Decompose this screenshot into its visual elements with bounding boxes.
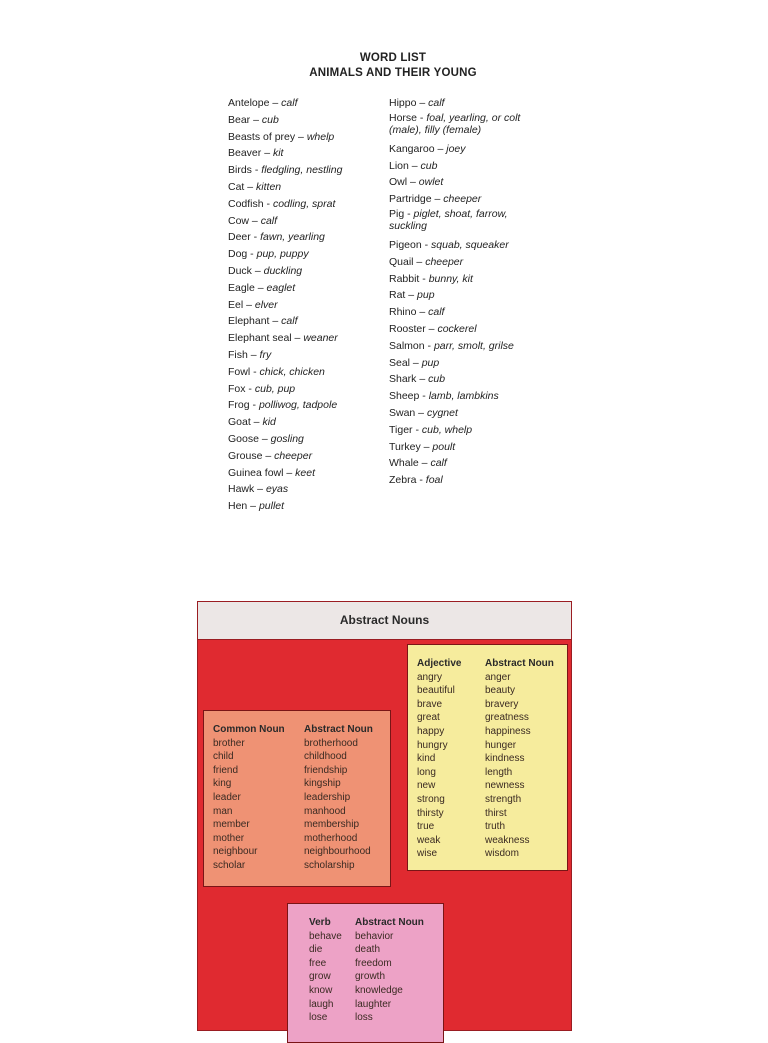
- table-cell: growth: [355, 971, 386, 983]
- word-list-entry: [228, 112, 378, 129]
- separator: –: [291, 332, 304, 345]
- word-list-entry: [389, 237, 529, 254]
- young-name: cub: [420, 159, 438, 172]
- word-list-entry: [389, 141, 529, 158]
- young-name: weaner: [303, 332, 338, 345]
- animal-name: Turkey: [389, 440, 421, 453]
- animal-name: Dog: [228, 248, 248, 261]
- table-cell: thirst: [485, 807, 507, 819]
- young-name: piglet, shoat, farrow, suckling: [389, 207, 508, 233]
- table-cell: friendship: [304, 764, 348, 776]
- young-name: fry: [259, 348, 272, 361]
- separator: –: [251, 264, 264, 277]
- common-noun-list: [213, 737, 285, 873]
- young-name: gosling: [270, 432, 304, 445]
- young-name: chick, chicken: [259, 365, 325, 378]
- adjective-column: [417, 657, 461, 861]
- separator: -: [416, 474, 426, 487]
- separator: –: [416, 97, 429, 109]
- separator: –: [425, 322, 438, 335]
- table-cell: hungry: [417, 739, 448, 751]
- animal-name: Partridge: [389, 193, 432, 206]
- table-cell: member: [213, 819, 250, 831]
- animal-name: Zebra: [389, 474, 417, 487]
- young-name: codling, sprat: [272, 197, 336, 210]
- table-cell: weakness: [485, 834, 530, 846]
- adjective-box: [407, 644, 568, 871]
- separator: -: [404, 207, 414, 220]
- table-cell: brother: [213, 737, 245, 749]
- word-list-entry: [389, 254, 529, 271]
- animal-name: Rhino: [389, 306, 417, 319]
- table-cell: behave: [309, 930, 342, 942]
- word-list-entry: [228, 246, 378, 263]
- table-cell: laugh: [309, 998, 334, 1010]
- young-name: calf: [428, 306, 445, 319]
- table-cell: leader: [213, 791, 241, 803]
- table-cell: brotherhood: [304, 737, 358, 749]
- animal-name: Rooster: [389, 322, 426, 335]
- table-cell: new: [417, 780, 436, 792]
- word-list-entry: [389, 371, 529, 388]
- animal-name: Eagle: [228, 281, 255, 294]
- adjective-list: [417, 671, 461, 861]
- word-list-entry: [228, 213, 378, 230]
- abstract-noun-list: [485, 671, 554, 861]
- young-name: calf: [430, 457, 447, 470]
- table-cell: child: [213, 751, 234, 763]
- separator: –: [283, 466, 296, 479]
- verb-abstract-column: [355, 916, 424, 1025]
- table-cell: truth: [485, 821, 506, 833]
- young-name: fledgling, nestling: [261, 164, 343, 177]
- separator: –: [413, 255, 426, 268]
- table-cell: wisdom: [485, 848, 519, 860]
- table-cell: great: [417, 712, 440, 724]
- separator: -: [245, 382, 255, 395]
- word-list-entry: [389, 191, 529, 208]
- separator: –: [250, 113, 262, 126]
- word-list-title: WORD LIST: [359, 52, 427, 64]
- word-list-entry: [228, 498, 378, 515]
- table-cell: loss: [355, 1012, 373, 1024]
- young-name: eaglet: [266, 281, 296, 294]
- separator: –: [295, 130, 307, 143]
- animal-name: Birds: [228, 164, 252, 177]
- separator: –: [247, 348, 260, 361]
- word-list-entry: [389, 422, 529, 439]
- animal-name: Pigeon: [389, 238, 422, 251]
- verb-box: [287, 903, 444, 1043]
- table-cell: strength: [485, 793, 522, 805]
- separator: -: [424, 339, 434, 352]
- table-cell: leadership: [304, 791, 351, 803]
- young-name: parr, smolt, grilse: [433, 339, 514, 352]
- animal-name: Quail: [389, 255, 414, 268]
- table-cell: beauty: [485, 685, 516, 697]
- word-list-entry: [389, 388, 529, 405]
- abstract-noun-list: [304, 737, 373, 873]
- word-list-entry: [228, 196, 378, 213]
- table-cell: true: [417, 821, 435, 833]
- young-name: whelp: [306, 130, 335, 143]
- word-list-entry: [389, 208, 529, 233]
- young-name: calf: [428, 97, 445, 109]
- animal-name: Goat: [228, 416, 251, 429]
- table-cell: neighbourhood: [304, 846, 371, 858]
- young-name: poult: [432, 440, 456, 453]
- young-name: polliwog, tadpole: [258, 399, 338, 412]
- separator: –: [434, 142, 447, 155]
- word-list-entry: [228, 263, 378, 280]
- young-name: cockerel: [437, 322, 477, 335]
- word-list-entry: [389, 112, 529, 137]
- table-cell: weak: [417, 834, 441, 846]
- separator: –: [431, 193, 444, 206]
- adjective-abstract-column: [485, 657, 554, 861]
- table-cell: newness: [485, 780, 525, 792]
- animal-name: Guinea fowl: [228, 466, 284, 479]
- young-name: cheeper: [425, 255, 464, 268]
- common-noun-column: [213, 723, 285, 873]
- separator: -: [247, 248, 257, 261]
- table-cell: long: [417, 766, 436, 778]
- separator: –: [244, 180, 257, 193]
- animal-name: Beaver: [228, 147, 262, 160]
- verb-column: [309, 916, 342, 1025]
- table-cell: membership: [304, 819, 360, 831]
- separator: –: [420, 440, 433, 453]
- table-cell: manhood: [304, 805, 346, 817]
- word-list-entry: [228, 364, 378, 381]
- animal-name: Whale: [389, 457, 419, 470]
- column-header: Adjective: [417, 658, 462, 669]
- table-cell: bravery: [485, 698, 519, 710]
- animal-name: Fowl: [228, 365, 251, 378]
- table-cell: greatness: [485, 712, 529, 724]
- word-list-entry: [389, 355, 529, 372]
- word-list-entry: [228, 129, 378, 146]
- young-name: cub, whelp: [421, 423, 473, 436]
- table-cell: wise: [417, 848, 438, 860]
- animal-name: Grouse: [228, 449, 263, 462]
- table-cell: motherhood: [304, 832, 358, 844]
- separator: –: [269, 315, 282, 328]
- table-cell: freedom: [355, 957, 392, 969]
- young-name: cub: [428, 373, 446, 386]
- young-name: kid: [262, 416, 276, 429]
- animal-name: Owl: [389, 176, 408, 189]
- separator: –: [258, 432, 271, 445]
- word-list-entry: [228, 145, 378, 162]
- young-name: squab, squeaker: [431, 238, 509, 251]
- young-name: cub: [261, 113, 279, 126]
- table-cell: neighbour: [213, 846, 258, 858]
- table-cell: strong: [417, 793, 445, 805]
- young-name: fawn, yearling: [260, 231, 325, 244]
- word-list-entry: [389, 95, 529, 112]
- word-list-entry: [389, 455, 529, 472]
- column-header: Abstract Noun: [485, 658, 554, 669]
- animal-name: Cat: [228, 180, 245, 193]
- word-list-entry: [228, 381, 378, 398]
- table-cell: anger: [485, 671, 511, 683]
- young-name: duckling: [263, 264, 303, 277]
- young-name: kitten: [256, 180, 282, 193]
- animal-name: Eel: [228, 298, 244, 311]
- young-name: calf: [281, 315, 298, 328]
- young-name: owlet: [418, 176, 444, 189]
- separator: –: [247, 500, 259, 513]
- separator: –: [408, 159, 421, 172]
- young-name: cygnet: [426, 406, 458, 419]
- animal-name: Elephant: [228, 315, 270, 328]
- animal-name: Cow: [228, 214, 250, 227]
- table-cell: kind: [417, 753, 436, 765]
- animal-name: Goose: [228, 432, 259, 445]
- young-name: calf: [281, 97, 298, 109]
- table-cell: mother: [213, 832, 245, 844]
- animal-name: Fox: [228, 382, 246, 395]
- separator: –: [250, 416, 263, 429]
- word-list-entry: [389, 287, 529, 304]
- animal-name: Hen: [228, 500, 248, 513]
- separator: –: [262, 449, 275, 462]
- table-cell: lose: [309, 1012, 328, 1024]
- separator: –: [254, 281, 267, 294]
- separator: -: [419, 272, 429, 285]
- abstract-noun-list: [355, 930, 424, 1025]
- column-header: Common Noun: [213, 724, 285, 735]
- word-list-entry: [228, 179, 378, 196]
- separator: -: [250, 231, 261, 244]
- table-cell: laughter: [355, 998, 392, 1010]
- word-list-right-column: [389, 95, 529, 489]
- young-name: bunny, kit: [428, 272, 473, 285]
- word-list-entry: [389, 304, 529, 321]
- word-list-entry: [389, 271, 529, 288]
- separator: -: [249, 399, 259, 412]
- word-list-left-column: [228, 95, 378, 515]
- table-cell: free: [309, 957, 327, 969]
- young-name: pullet: [258, 500, 285, 513]
- separator: -: [251, 164, 262, 177]
- table-cell: angry: [417, 671, 443, 683]
- young-name: keet: [295, 466, 315, 479]
- table-cell: kindness: [485, 753, 525, 765]
- table-cell: length: [485, 766, 513, 778]
- table-cell: death: [355, 944, 381, 956]
- separator: –: [416, 306, 429, 319]
- table-cell: knowledge: [355, 984, 403, 996]
- animal-name: Rabbit: [389, 272, 420, 285]
- table-cell: king: [213, 778, 232, 790]
- common-noun-box: [203, 710, 391, 887]
- young-name: cheeper: [274, 449, 313, 462]
- word-list-entry: [389, 439, 529, 456]
- animal-name: Codfish: [228, 197, 264, 210]
- column-header: Abstract Noun: [355, 917, 424, 928]
- word-list-entry: [389, 174, 529, 191]
- table-cell: scholar: [213, 859, 246, 871]
- word-list-entry: [228, 95, 378, 112]
- animal-name: Elephant seal: [228, 332, 292, 345]
- word-list-entry: [228, 313, 378, 330]
- separator: -: [250, 365, 260, 378]
- animal-name: Salmon: [389, 339, 425, 352]
- word-list-entry: [389, 472, 529, 489]
- word-list-entry: [228, 431, 378, 448]
- column-header: Abstract Noun: [304, 724, 373, 735]
- separator: –: [407, 176, 419, 189]
- animal-name: Kangaroo: [389, 142, 435, 155]
- young-name: pup: [417, 289, 435, 302]
- animal-name: Tiger: [389, 423, 413, 436]
- young-name: kit: [272, 147, 284, 160]
- separator: –: [269, 97, 282, 109]
- young-name: cheeper: [443, 193, 482, 206]
- animal-name: Horse: [389, 111, 418, 124]
- animal-name: Frog: [228, 399, 250, 412]
- animal-name: Seal: [389, 356, 411, 369]
- word-list-entry: [228, 347, 378, 364]
- separator: -: [263, 197, 273, 210]
- animal-name: Sheep: [389, 390, 420, 403]
- animal-name: Deer: [228, 231, 251, 244]
- animal-name: Hippo: [389, 97, 417, 109]
- separator: -: [417, 111, 427, 124]
- table-cell: happy: [417, 725, 445, 737]
- word-list-entry: [228, 481, 378, 498]
- word-list-entry: [228, 229, 378, 246]
- word-list-entry: [228, 397, 378, 414]
- word-list-subtitle: ANIMALS AND THEIR YOUNG: [309, 67, 477, 79]
- word-list-entry: [228, 448, 378, 465]
- table-cell: hunger: [485, 739, 517, 751]
- verb-list: [309, 930, 342, 1025]
- young-name: lamb, lambkins: [428, 390, 499, 403]
- word-list-entry: [228, 297, 378, 314]
- separator: -: [419, 390, 429, 403]
- table-cell: happiness: [485, 725, 531, 737]
- separator: –: [405, 289, 418, 302]
- table-cell: thirsty: [417, 807, 444, 819]
- animal-name: Rat: [389, 289, 406, 302]
- separator: –: [416, 373, 429, 386]
- separator: –: [415, 406, 427, 419]
- table-cell: beautiful: [417, 685, 455, 697]
- word-list-entry: [228, 330, 378, 347]
- column-header: Verb: [309, 917, 331, 928]
- separator: –: [410, 356, 422, 369]
- table-cell: grow: [309, 971, 331, 983]
- animal-name: Swan: [389, 406, 416, 419]
- young-name: cub, pup: [254, 382, 296, 395]
- separator: –: [243, 298, 255, 311]
- word-list-entry: [228, 465, 378, 482]
- table-cell: friend: [213, 764, 239, 776]
- animal-name: Antelope: [228, 97, 270, 109]
- animal-name: Beasts of prey: [228, 130, 296, 143]
- table-cell: childhood: [304, 751, 347, 763]
- separator: –: [254, 483, 266, 496]
- young-name: pup: [421, 356, 440, 369]
- separator: –: [418, 457, 431, 470]
- table-cell: scholarship: [304, 859, 355, 871]
- common-abstract-column: [304, 723, 373, 873]
- word-list-entry: [228, 280, 378, 297]
- young-name: joey: [446, 142, 466, 155]
- separator: -: [421, 238, 432, 251]
- separator: -: [412, 423, 422, 436]
- word-list-entry: [389, 158, 529, 175]
- table-cell: die: [309, 944, 323, 956]
- young-name: foal, yearling, or colt (male), filly (female): [389, 111, 521, 137]
- animal-name: Duck: [228, 264, 252, 277]
- young-name: pup, puppy: [256, 248, 309, 261]
- young-name: calf: [260, 214, 278, 227]
- animal-name: Bear: [228, 113, 251, 126]
- young-name: elver: [254, 298, 278, 311]
- animal-name: Pig: [389, 207, 405, 220]
- word-list-entry: [228, 414, 378, 431]
- table-cell: kingship: [304, 778, 341, 790]
- word-list-entry: [389, 338, 529, 355]
- word-list-entry: [228, 162, 378, 179]
- word-list-entry: [389, 321, 529, 338]
- table-cell: brave: [417, 698, 443, 710]
- table-cell: man: [213, 805, 233, 817]
- abstract-nouns-title: Abstract Nouns: [198, 602, 571, 640]
- separator: –: [261, 147, 273, 160]
- young-name: foal: [425, 474, 443, 487]
- table-cell: behavior: [355, 930, 394, 942]
- word-list-entry: [389, 405, 529, 422]
- animal-name: Fish: [228, 348, 248, 361]
- animal-name: Shark: [389, 373, 417, 386]
- table-cell: know: [309, 984, 333, 996]
- abstract-nouns-panel: [197, 601, 572, 1031]
- animal-name: Hawk: [228, 483, 255, 496]
- young-name: eyas: [265, 483, 289, 496]
- separator: –: [249, 214, 261, 227]
- animal-name: Lion: [389, 159, 409, 172]
